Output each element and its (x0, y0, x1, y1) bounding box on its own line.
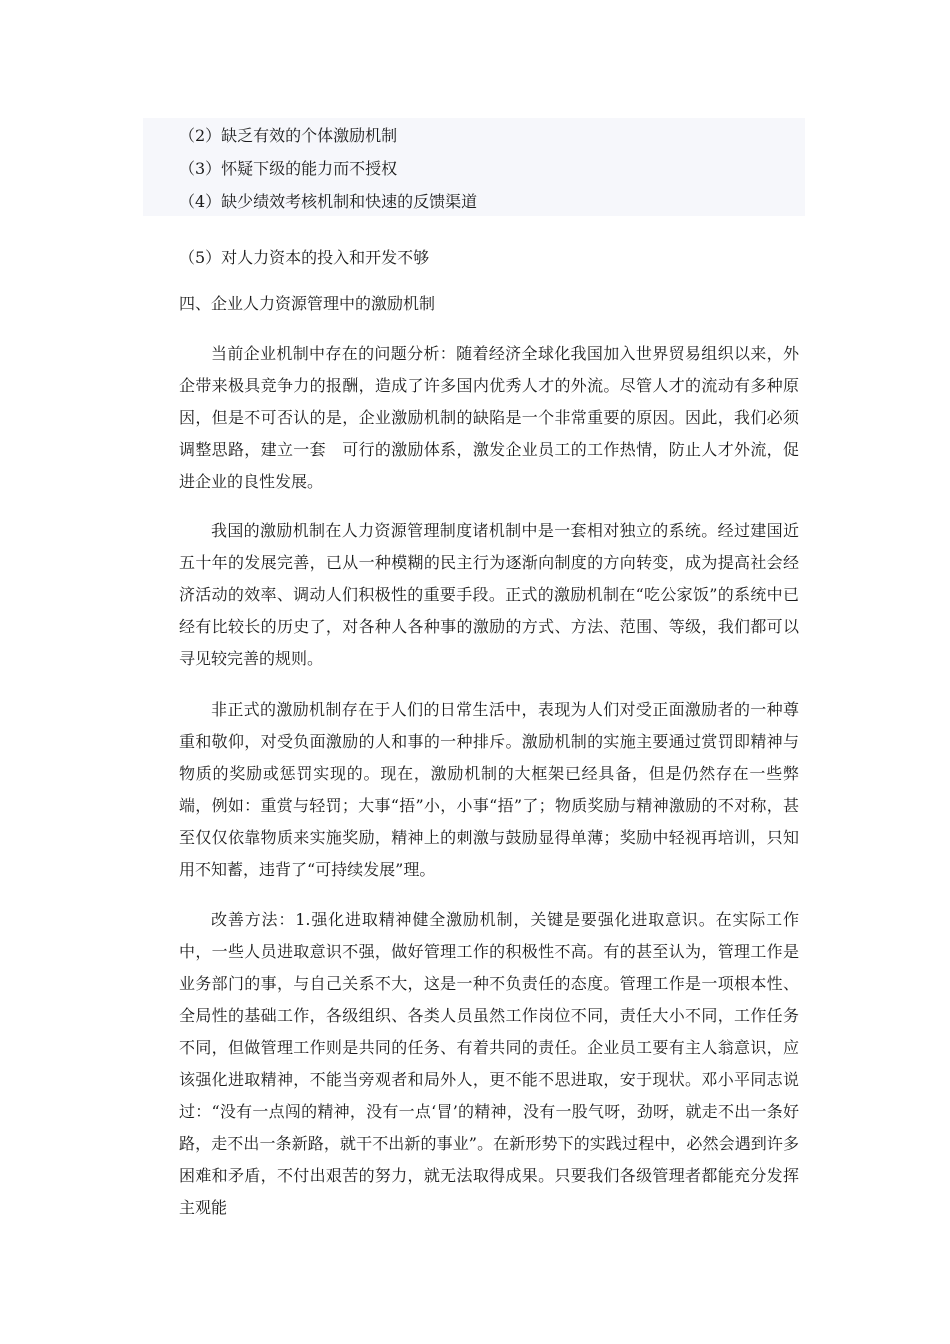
paragraph-formal-incentive: 我国的激励机制在人力资源管理制度诸机制中是一套相对独立的系统。经过建国近五十年的发展完善，已从一种模糊的民主行为逐渐向制度的方向转变，成为提高社会经济活动的效率、调动人们积极性的重要手段。正式的激励机制在“吃公家饭”的系统中已经有比较长的历史了，对各种人各种事的激励的方式、方法、范围、等级，我们都可以寻见较完善的规则。 (179, 521, 799, 668)
paragraph-informal-incentive: 非正式的激励机制存在于人们的日常生活中，表现为人们对受正面激励者的一种尊重和敬仰，对受负面激励的人和事的一种排斥。激励机制的实施主要通过赏罚即精神与物质的奖励或惩罚实现的。现在，激励机制的大框架已经具备，但是仍然存在一些弊端，例如：重赏与轻罚；大事“捂”小，小事“捂”了；物质奖励与精神激励的不对称，甚至仅仅依靠物质来实施奖励，精神上的刺激与鼓励显得单薄；奖励中轻视再培训，只知用不知蓄，违背了“可持续发展”理。 (179, 700, 799, 879)
list-item-5: （5）对人力资本的投入和开发不够 (179, 248, 430, 267)
paragraph-problem-analysis: 当前企业机制中存在的问题分析：随着经济全球化我国加入世界贸易组织以来，外企带来极具竞争力的报酬，造成了许多国内优秀人才的外流。尽管人才的流动有多种原因，但是不可否认的是，企业激励机制的缺陷是一个非常重要的原因。因此，我们必须调整思路，建立一套 可行的激励体系，激发企业员工的工作热情，防止人才外流，促进企业的良性发展。 (179, 344, 799, 491)
list-item-2: （2）缺乏有效的个体激励机制 (179, 126, 398, 145)
list-item-4: （4）缺少绩效考核机制和快速的反馈渠道 (179, 192, 478, 211)
list-item-3: （3）怀疑下级的能力而不授权 (179, 159, 398, 178)
paragraph-improvement-methods: 改善方法：1.强化进取精神健全激励机制，关键是要强化进取意识。在实际工作中，一些人员进取意识不强，做好管理工作的积极性不高。有的甚至认为，管理工作是业务部门的事，与自己关系不大，这是一种不负责任的态度。管理工作是一项根本性、全局性的基础工作，各级组织、各类人员虽然工作岗位不同，责任大小不同，工作任务不同，但做管理工作则是共同的任务、有着共同的责任。企业员工要有主人翁意识，应该强化进取精神，不能当旁观者和局外人，更不能不思进取，安于现状。邓小平同志说过：“没有一点闯的精神，没有一点‘冒’的精神，没有一股气呀，劲呀，就走不出一条好路，走不出一条新路，就干不出新的事业”。在新形势下的实践过程中，必然会遇到许多困难和矛盾，不付出艰苦的努力，就无法取得成果。只要我们各级管理者都能充分发挥主观能 (179, 910, 799, 1217)
section-heading: 四、企业人力资源管理中的激励机制 (179, 294, 436, 313)
